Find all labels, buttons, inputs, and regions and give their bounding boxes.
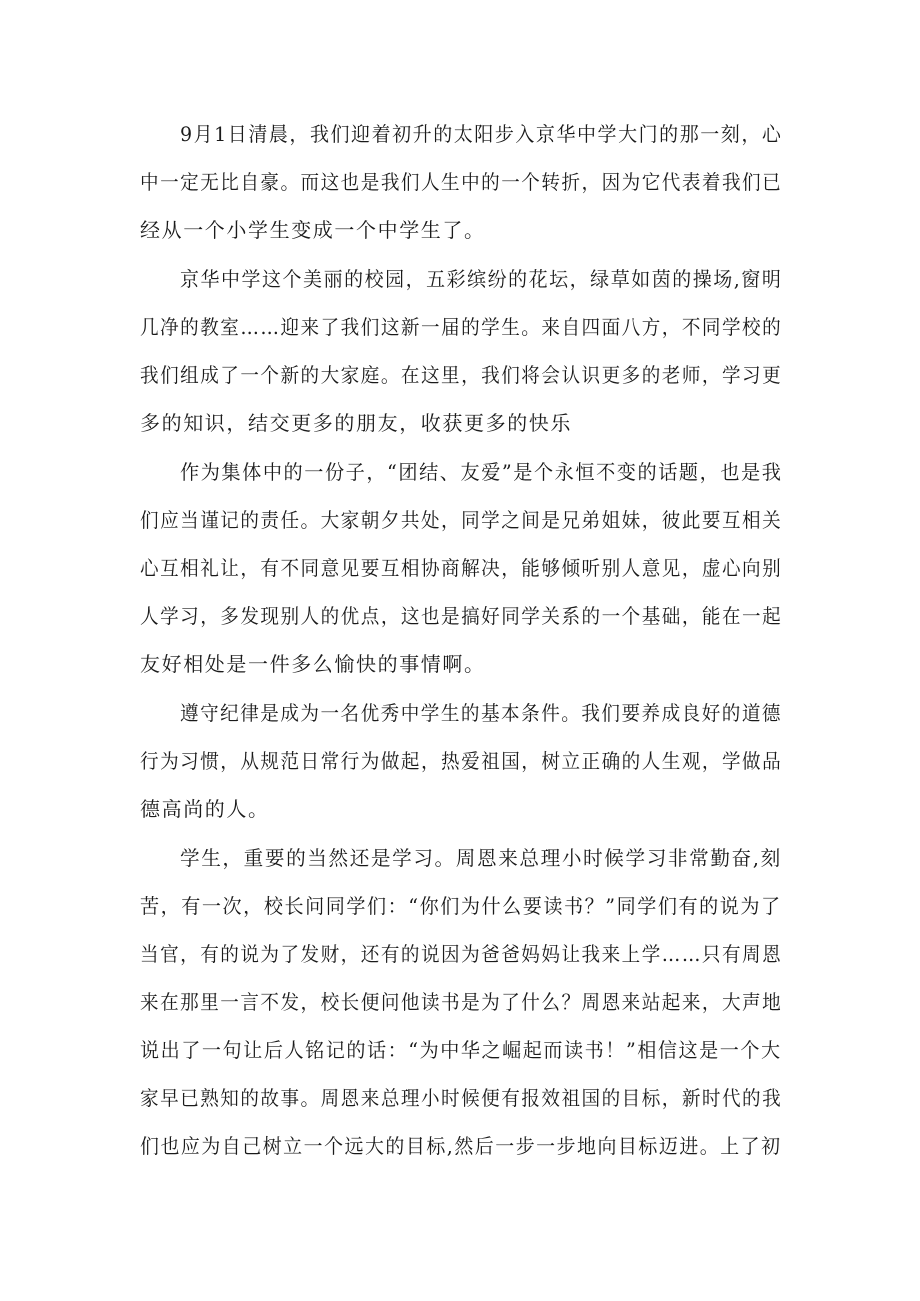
paragraph-5-line-1: 学生，重要的当然还是学习。周恩来总理小时候学习非常勤奋,刻	[180, 846, 782, 870]
paragraph-4-line-2: 行为习惯，从规范日常行为做起，热爱祖国，树立正确的人生观，学做品	[140, 749, 783, 773]
paragraph-3-line-4: 人学习，多发现别人的优点，这也是搞好同学关系的一个基础，能在一起	[140, 604, 783, 628]
paragraph-5-line-3: 当官，有的说为了发财，还有的说因为爸爸妈妈让我来上学……只有周恩	[140, 942, 783, 966]
paragraph-3-line-1: 作为集体中的一份子，“团结、友爱”是个永恒不变的话题，也是我	[180, 460, 783, 484]
paragraph-2-line-1: 京华中学这个美丽的校园，五彩缤纷的花坛，绿草如茵的操场,窗明	[180, 267, 783, 291]
paragraph-1-line-3: 经从一个小学生变成一个中学生了。	[140, 218, 486, 242]
paragraph-2-line-2: 几净的教室……迎来了我们这新一届的学生。来自四面八方，不同学校的	[140, 315, 783, 339]
paragraph-1-line-2: 中一定无比自豪。而这也是我们人生中的一个转折，因为它代表着我们已	[140, 170, 783, 194]
paragraph-3-line-2: 们应当谨记的责任。大家朝夕共处，同学之间是兄弟姐妹，彼此要互相关	[140, 508, 783, 532]
paragraph-2-line-3: 我们组成了一个新的大家庭。在这里，我们将会认识更多的老师，学习更	[140, 363, 783, 387]
paragraph-4-line-3: 德高尚的人。	[140, 797, 270, 821]
paragraph-5-line-4: 来在那里一言不发，校长便问他读书是为了什么？周恩来站起来，大声地	[140, 990, 783, 1014]
paragraph-3-line-5: 友好相处是一件多么愉快的事情啊。	[140, 652, 486, 676]
paragraph-5-line-2: 苦，有一次，校长问同学们：“你们为什么要读书？”同学们有的说为了	[140, 894, 782, 918]
paragraph-2-line-4: 多的知识，结交更多的朋友，收获更多的快乐	[140, 411, 572, 435]
paragraph-5-line-7: 们也应为自己树立一个远大的目标,然后一步一步地向目标迈进。上了初	[140, 1134, 782, 1158]
paragraph-5-line-5: 说出了一句让后人铭记的话：“为中华之崛起而读书！”相信这是一个大	[140, 1038, 782, 1062]
paragraph-4-line-1: 遵守纪律是成为一名优秀中学生的基本条件。我们要养成良好的道德	[180, 701, 782, 725]
paragraph-3-line-3: 心互相礼让，有不同意见要互相协商解决，能够倾听别人意见，虚心向别	[140, 556, 783, 580]
paragraph-5-line-6: 家早已熟知的故事。周恩来总理小时候便有报效祖国的目标，新时代的我	[140, 1086, 783, 1110]
paragraph-1-line-1: 9月1日清晨，我们迎着初升的太阳步入京华中学大门的那一刻，心	[180, 122, 783, 146]
